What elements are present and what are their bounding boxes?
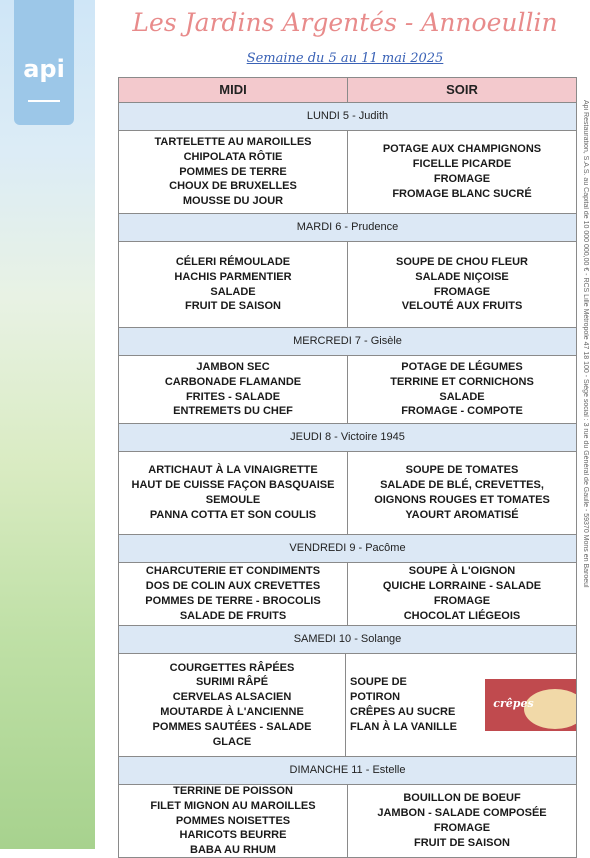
menu-item: SURIMI RÂPÉ [195,676,269,689]
menu-item: FROMAGE - COMPOTE [401,405,523,418]
week-subtitle: Semaine du 5 au 11 mai 2025 [246,51,444,66]
menu-item: CHOCOLAT LIÉGEOIS [403,609,521,622]
soir-cell [346,654,576,756]
menu-item: GLACE [212,735,252,748]
menu-row [119,563,576,626]
midi-cell [119,563,348,625]
menu-item: CÉLERI RÉMOULADE [175,255,291,268]
menu-item: FRUIT DE SAISON [185,300,281,313]
menu-item: FROMAGE BLANC SUCRÉ [392,187,532,200]
column-midi: MIDI [119,78,348,102]
menu-item: POMMES SAUTÉES - SALADE [152,720,312,733]
crepes-photo-label: crêpes [493,697,534,710]
menu-item: FRUIT DE SAISON [414,836,510,849]
menu-item: SALADE DE FRUITS [179,609,287,622]
flower-background [0,0,95,849]
menu-row [119,242,576,328]
day-header: VENDREDI 9 - Pacôme [119,535,576,563]
table-header [119,78,576,103]
menu-item: JAMBON SEC [196,360,270,373]
menu-item: FLAN À LA VANILLE [350,720,457,733]
menu-item: SALADE DE BLÉ, CREVETTES, [380,479,544,492]
menu-item: CHIPOLATA RÔTIE [183,150,283,163]
menu-item: SOUPE DE CHOU FLEUR [395,255,528,268]
menu-item: MOUTARDE À L'ANCIENNE [160,706,304,718]
menu-item: JAMBON - SALADE COMPOSÉE [377,807,547,820]
midi-cell [119,356,348,423]
legal-notice: Api Restauration, S.A.S. au Capital de 10 000 000,00 € - RCS Lille Métropole 47 18 100 - Siège social : 3 rue du Général de Gaulle - 59370 Mons en Baroeul [582,100,589,588]
soir-cell [348,242,576,327]
menu-item: HARICOTS BEURRE [179,829,287,842]
menu-item: CERVELAS ALSACIEN [172,691,292,704]
menu-item: FILET MIGNON AU MAROILLES [150,799,316,812]
menu-item: SALADE [210,285,256,298]
midi-cell [119,785,348,857]
day-header: MERCREDI 7 - Gisèle [119,328,576,356]
menu-item: SOUPE À L'OIGNON [408,565,516,578]
menu-item: POMMES DE TERRE [179,165,287,178]
day-header: DIMANCHE 11 - Estelle [119,757,576,785]
menu-item: DOS DE COLIN AUX CREVETTES [145,580,321,593]
menu-item: HACHIS PARMENTIER [174,270,292,283]
menu-item: CRÊPES AU SUCRE [350,706,456,718]
menu-item: COURGETTES RÂPÉES [169,661,295,674]
menu-item: TARTELETTE AU MAROILLES [154,136,312,148]
day-header: JEUDI 8 - Victoire 1945 [119,424,576,452]
midi-cell [119,654,346,756]
menu-item: FROMAGE [433,822,491,834]
day-header: LUNDI 5 - Judith [119,103,576,131]
menu-row [119,452,576,535]
menu-item: ARTICHAUT À LA VINAIGRETTE [148,464,318,477]
menu-item: FROMAGE [433,595,491,607]
soir-cell [348,131,576,213]
menu-item: FICELLE PICARDE [412,158,512,171]
day-header: SAMEDI 10 - Solange [119,626,576,654]
midi-cell [119,242,348,327]
menu-item: POMMES NOISETTES [175,814,291,827]
menu-item: CARBONADE FLAMANDE [164,375,302,388]
menu-table [118,77,577,858]
menu-item: TERRINE DE POISSON [173,785,293,798]
menu-item: BOUILLON DE BOEUF [403,792,521,805]
crepes-photo-icon [485,679,576,731]
menu-row [119,785,576,857]
menu-item: SOUPE DE TOMATES [405,464,519,477]
midi-cell [119,131,348,213]
menu-item: SALADE NIÇOISE [415,270,509,283]
api-logo-text: api [23,55,65,83]
menu-item: POTAGE AUX CHAMPIGNONS [382,143,542,156]
menu-item: SALADE [439,390,485,403]
menu-item: POTAGE DE LÉGUMES [401,360,523,373]
menu-item: QUICHE LORRAINE - SALADE [382,580,542,593]
menu-item: VELOUTÉ AUX FRUITS [401,300,523,313]
column-soir: SOIR [446,82,478,97]
page-title: Les Jardins Argentés - Annoeullin [132,8,558,37]
menu-item: FRITES - SALADE [185,390,281,403]
menu-item: YAOURT AROMATISÉ [405,508,519,521]
menu-item: HAUT DE CUISSE FAÇON BASQUAISE [131,479,335,492]
menu-item: SOUPE DE POTIRON [350,676,407,704]
menu-item: OIGNONS ROUGES ET TOMATES [374,494,550,506]
menu-item: TERRINE ET CORNICHONS [390,375,534,388]
midi-cell [119,452,348,534]
menu-item: CHOUX DE BRUXELLES [169,180,297,193]
soir-cell [348,452,576,534]
menu-item: FROMAGE [433,173,491,185]
menu-item: FROMAGE [433,285,491,298]
soir-cell [348,563,576,625]
menu-item: POMMES DE TERRE - BROCOLIS [145,595,321,607]
menu-row [119,356,576,424]
menu-item: PANNA COTTA ET SON COULIS [149,508,317,521]
menu-row [119,131,576,214]
menu-item: ENTREMETS DU CHEF [173,405,293,418]
soir-cell [348,356,576,423]
menu-row [119,654,576,757]
menu-item: BABA AU RHUM [190,844,276,857]
soir-cell [348,785,576,857]
menu-item: SEMOULE [205,494,261,506]
menu-item: MOUSSE DU JOUR [182,195,284,208]
menu-item: CHARCUTERIE ET CONDIMENTS [145,565,321,578]
day-header: MARDI 6 - Prudence [119,214,576,242]
api-logo [14,0,74,125]
